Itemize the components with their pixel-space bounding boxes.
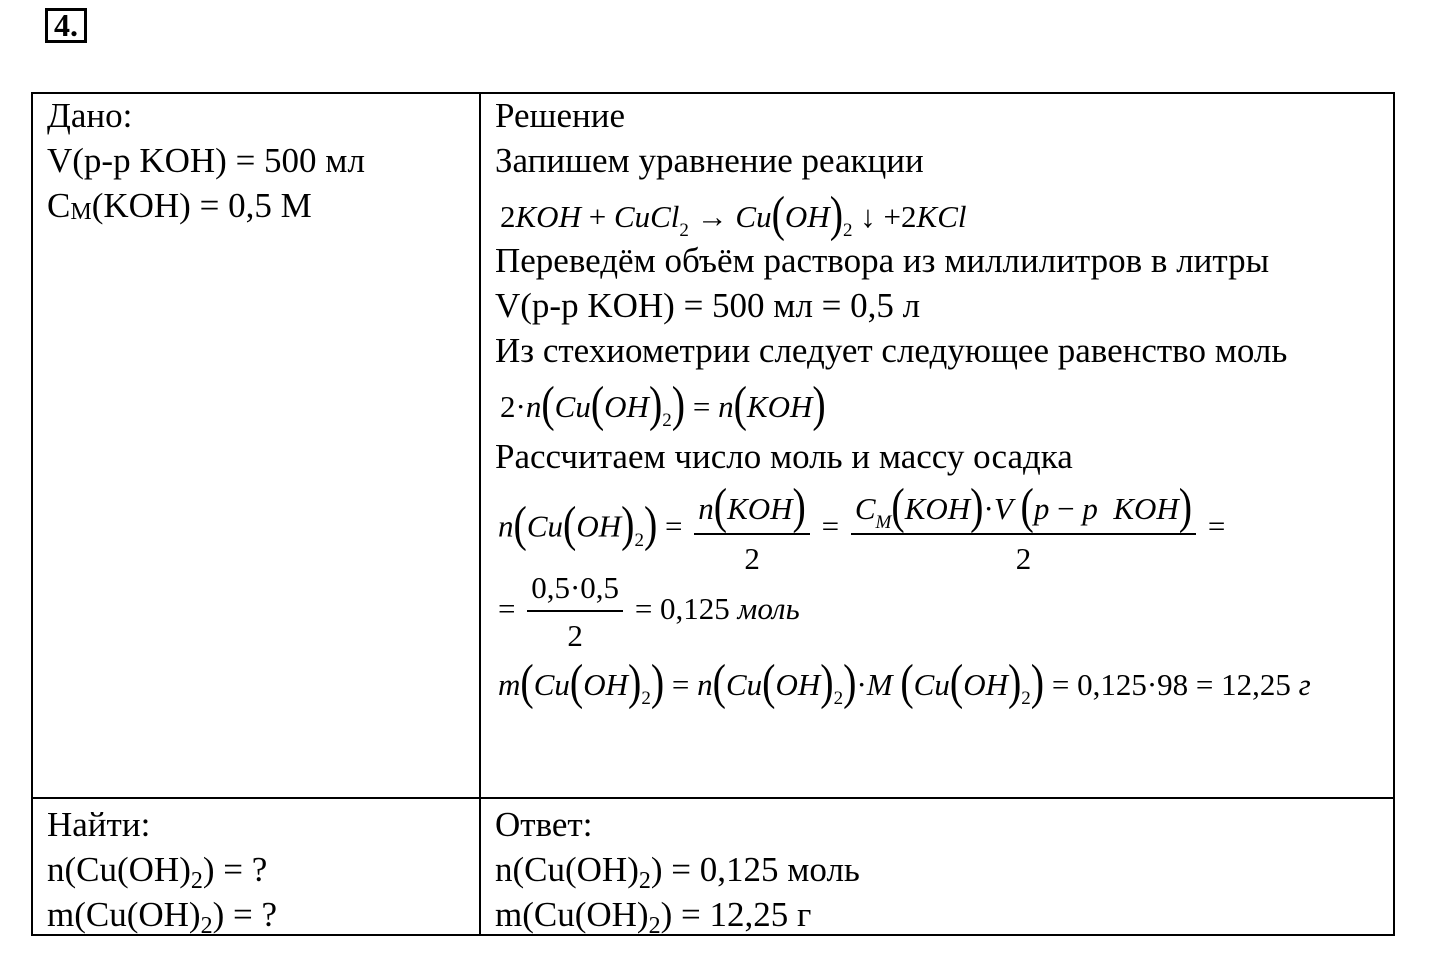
solution-step3: Из стехиометрии следует следующее равенство моль bbox=[495, 331, 1288, 370]
given-volume: V(р-р KOH) = 500 мл bbox=[47, 141, 365, 180]
row-divider bbox=[31, 797, 1395, 799]
reaction-equation: 2KOH + CuCl$_2$ → $Cu(OH)_2$ ↓ +2KCl bbox=[500, 185, 967, 242]
find-title: Найти: bbox=[47, 805, 151, 844]
given-title: Дано: bbox=[47, 96, 133, 135]
answer-cell bbox=[495, 802, 860, 937]
volume-conversion: V(р-р KOH) = 500 мл = 0,5 л bbox=[495, 286, 921, 325]
solution-step2: Переведём объём раствора из миллилитров в литры bbox=[495, 241, 1270, 280]
column-divider bbox=[479, 92, 481, 936]
solution-title: Решение bbox=[495, 96, 626, 135]
stoichiometry-equation: $2\cdot n(Cu(OH)_2) = n(KOH)$ bbox=[500, 375, 826, 432]
given-cell bbox=[47, 93, 365, 228]
task-number: 4. bbox=[45, 8, 87, 43]
given-concentration: CM(KOH) = 0,5 M bbox=[47, 186, 312, 225]
solution-step4: Рассчитаем число моль и массу осадка bbox=[495, 437, 1073, 476]
find-m: $m(Cu(OH)_2)$ = ? bbox=[47, 895, 278, 939]
answer-title: Ответ: bbox=[495, 805, 593, 844]
find-n: $n(Cu(OH)_2)$ = ? bbox=[47, 850, 268, 894]
find-cell bbox=[47, 802, 277, 937]
answer-m: $m(Cu(OH)_2) = 12,25$ г bbox=[495, 895, 812, 939]
moles-formula: $n(Cu(OH)_2)$ = $\frac{\text{n(KOH)}}{2}$ = $\frac{C_M(KOH)\cdot V (p - p KOH)}{2}$ = bbox=[498, 477, 1226, 576]
answer-n: $n(Cu(OH)_2) = 0,125$ моль bbox=[495, 850, 860, 894]
moles-calculation: = $\frac{0,5\cdot 0,5}{2}$ = 0,125 моль bbox=[498, 570, 800, 653]
mass-calculation: $m(Cu(OH)_2) = n(Cu(OH)_2)\cdot M$ $(Cu(OH)_2) = 0,125\cdot 98 = 12,25$ г bbox=[498, 653, 1311, 710]
solution-step1: Запишем уравнение реакции bbox=[495, 141, 924, 180]
